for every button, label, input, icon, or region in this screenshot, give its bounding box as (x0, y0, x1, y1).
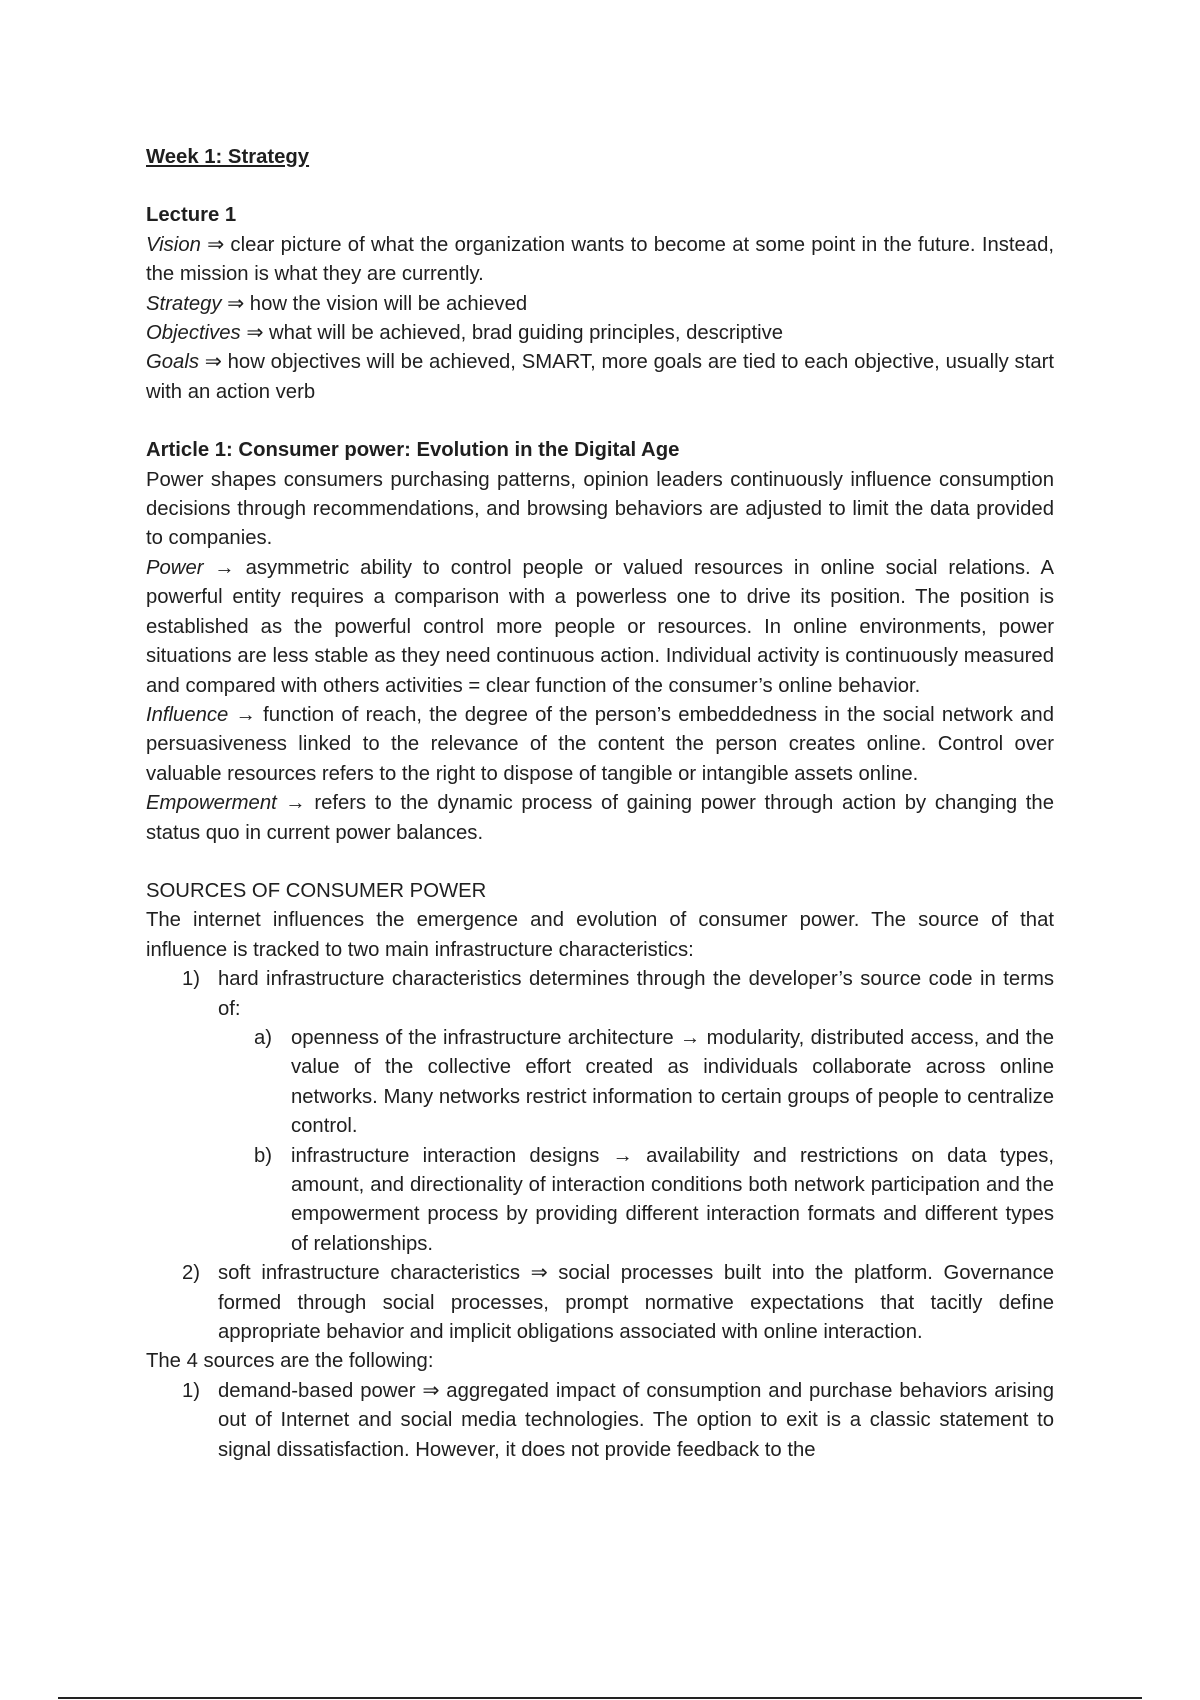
list-item-text: soft infrastructure characteristics ⇒ social processes built into the platform. Governance formed through social processes, prompt normative expectations that tacitly define appropriate behavior and implicit obligations associated with online interaction. (218, 1262, 1054, 1344)
definition-text: clear picture of what the organization wants to become at some point in the future. Instead, the mission is what they are currently. (146, 233, 1054, 286)
four-sources-intro: The 4 sources are the following: (146, 1350, 434, 1373)
lecture-heading: Lecture 1 (146, 204, 237, 227)
definition-text: how objectives will be achieved, SMART, more goals are tied to each objective, usually start with an action verb (146, 351, 1054, 403)
definition-text: what will be achieved, brad guiding principles, descriptive (268, 322, 784, 345)
list-marker: 2) (182, 1262, 201, 1285)
list-marker: b) (254, 1144, 273, 1167)
term-vision: Vision (146, 233, 201, 256)
sources-heading: SOURCES OF CONSUMER POWER (146, 879, 487, 902)
arrow: ⇒ (221, 292, 250, 315)
list-marker: a) (254, 1026, 273, 1049)
sources-intro: The internet influences the emergence and evolution of consumer power. The source of that influence is tracked to two main infrastructure characteristics: (146, 909, 1054, 961)
definition-vision (146, 231, 1054, 290)
list-item-text: hard infrastructure characteristics determines through the developer’s source code in terms of: (218, 968, 1054, 1020)
list-marker: 1) (182, 1379, 201, 1402)
definition-goals (146, 348, 1054, 407)
definition-power (146, 554, 1054, 701)
article-intro: Power shapes consumers purchasing patterns, opinion leaders continuously influence consumption decisions through recommendations, and browsing behaviors are adjusted to limit the data provided to companies. (146, 468, 1054, 550)
definition-text: asymmetric ability to control people or valued resources in online social relations. A powerful entity requires a comparison with a powerless one to drive its position. The position is established as the powerful control more people or resources. In online environments, power situations are less stable as they need continuous action. Individual activity is continuously measured and compared with others activities = clear function of the consumer’s online behavior. (146, 556, 1054, 697)
arrow: ⇒ (200, 233, 231, 256)
term-strategy: Strategy (146, 292, 222, 315)
definition-objectives (146, 319, 1054, 348)
list-item (146, 965, 1054, 1024)
sub-list-item (146, 1142, 1054, 1260)
article-heading: Article 1: Consumer power: Evolution in the Digital Age (146, 439, 680, 462)
arrow: ⇒ (240, 322, 269, 345)
spacer (146, 407, 1054, 436)
arrow: → (203, 556, 246, 579)
page-title: Week 1: Strategy (146, 146, 310, 168)
list-item (146, 1259, 1054, 1347)
arrow: → (228, 703, 264, 726)
spacer (146, 848, 1054, 877)
list-marker: 1) (182, 968, 201, 991)
footer-divider (58, 1697, 1142, 1699)
term-power: Power (146, 556, 204, 579)
sub-list-item (146, 1024, 1054, 1142)
definition-text: function of reach, the degree of the person’s embeddedness in the social network and persuasiveness linked to the relevance of the content the person creates online. Control over valuable resources refers to the right to dispose of tangible or intangible assets online. (146, 703, 1054, 785)
term-influence: Influence (146, 703, 229, 726)
definition-strategy (146, 290, 1054, 319)
list-item-text: demand-based power ⇒ aggregated impact of consumption and purchase behaviors arising out of Internet and social media technologies. The option to exit is a classic statement to signal dissatisfaction. However, it does not provide feedback to the (218, 1379, 1054, 1461)
list-item (146, 1377, 1054, 1465)
term-empowerment: Empowerment (146, 792, 277, 815)
list-item-text: openness of the infrastructure architecture → modularity, distributed access, and the value of the collective effort created as individuals collaborate across online networks. Many networks restrict information to certain groups of people to centralize control. (291, 1026, 1054, 1138)
definition-influence (146, 701, 1054, 789)
definition-text: refers to the dynamic process of gaining power through action by changing the status quo in current power balances. (146, 792, 1054, 844)
list-item-text: infrastructure interaction designs → availability and restrictions on data types, amount, and directionality of interaction conditions both network participation and the empowerment process by providing different interaction formats and different types of relationships. (291, 1144, 1054, 1255)
definition-text: how the vision will be achieved (249, 292, 528, 315)
term-goals: Goals (146, 351, 199, 374)
definition-empowerment (146, 789, 1054, 848)
arrow: → (276, 792, 315, 815)
document-page (146, 143, 1054, 1465)
arrow: ⇒ (198, 351, 228, 374)
term-objectives: Objectives (146, 322, 241, 345)
